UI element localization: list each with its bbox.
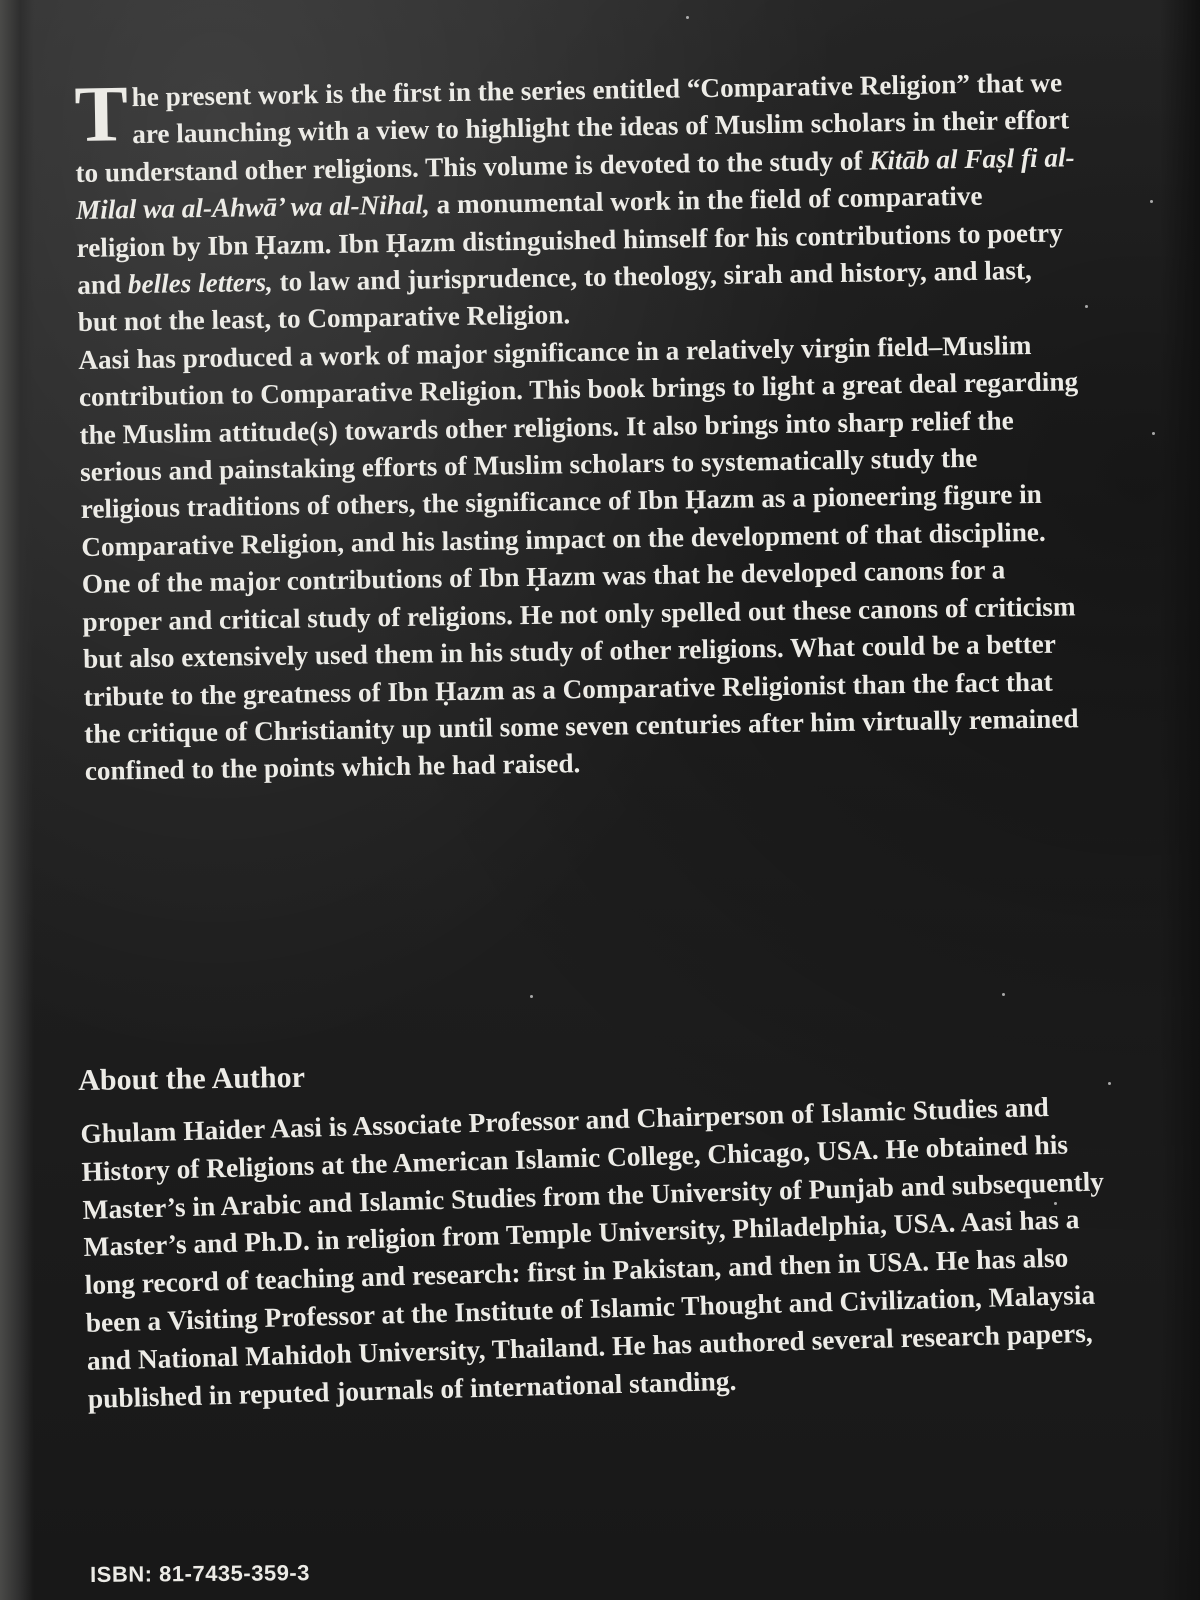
book-blurb [74,64,1085,790]
dust-speck [1150,200,1153,203]
drop-cap: T [73,70,129,159]
dust-speck [1108,1082,1111,1085]
cover-spine-edge [0,0,34,1600]
about-author-heading: About the Author [78,1060,306,1097]
blurb-paragraph-3: One of the major contributions of Ibn Ḥazm was that he developed canons for a proper and critical study of religions. He not only spelled out these canons of criticism but also extensively used them in his study of other religions. What could be a better tribute to the greatness of Ibn Ḥazm as a Comparative Religionist than the fact that the critique of Christianity up until some seven centuries after him virtually remained confined to the points which he had raised. [81,554,1079,787]
about-author-text: Ghulam Haider Aasi is Associate Professor and Chairperson of Islamic Studies and History of Religions at the American Islamic College, Chicago, USA. He obtained his Master’s in Arabic and Islamic Studies from the University of Punjab and subsequently Master’s and Ph.D. in religion from Temple University, Philadelphia, USA. Aasi has a long record of teaching and research: first in Pakistan, and then in USA. He has also been a Visiting Professor at the Institute of Islamic Thought and Civilization, Malaysia and National Mahidoh University, Thailand. He has authored several research papers, published in reputed journals of international standing. [80,1091,1105,1414]
isbn-label: ISBN: 81-7435-359-3 [90,1560,311,1587]
cover-shadow-edge [1160,0,1200,1600]
dust-speck [1152,432,1155,435]
dust-speck [530,995,533,998]
book-title: Kitāb al Faṣl fi al-Milal wa al-Ahwā’ wa al-Nihal, [75,142,1075,226]
italic-phrase: belles letters, [127,266,274,300]
blurb-text: a monumental work in the field of comparative religion by Ibn Ḥazm. Ibn Ḥazm distinguished himself for his contributions to poetry and [76,180,1063,301]
dust-speck [686,16,689,19]
dust-speck [1002,993,1005,996]
blurb-paragraph-1 [74,64,1078,342]
blurb-paragraph-2: Aasi has produced a work of major significance in a relatively virgin field–Muslim contribution to Comparative Religion. This book brings to light a great deal regarding the Muslim attitude(s) towards other religions. It also brings into sharp relief the serious and painstaking efforts of Muslim scholars to systematically study the religious traditions of others, the significance of Ibn Ḥazm as a pioneering figure in Comparative Religion, and his lasting impact on the development of that discipline. [78,329,1079,562]
dust-speck [1085,305,1088,308]
blurb-text: to law and jurisprudence, to theology, sirah and history, and last, but not the least, to Comparative Religion. [77,255,1033,338]
blurb-text: he present work is the first in the series entitled “Comparative Religion” that we are launching with a view to highlight the ideas of Muslim scholars in their effort to understand other religions. This volume is devoted to the study of [75,67,1070,188]
